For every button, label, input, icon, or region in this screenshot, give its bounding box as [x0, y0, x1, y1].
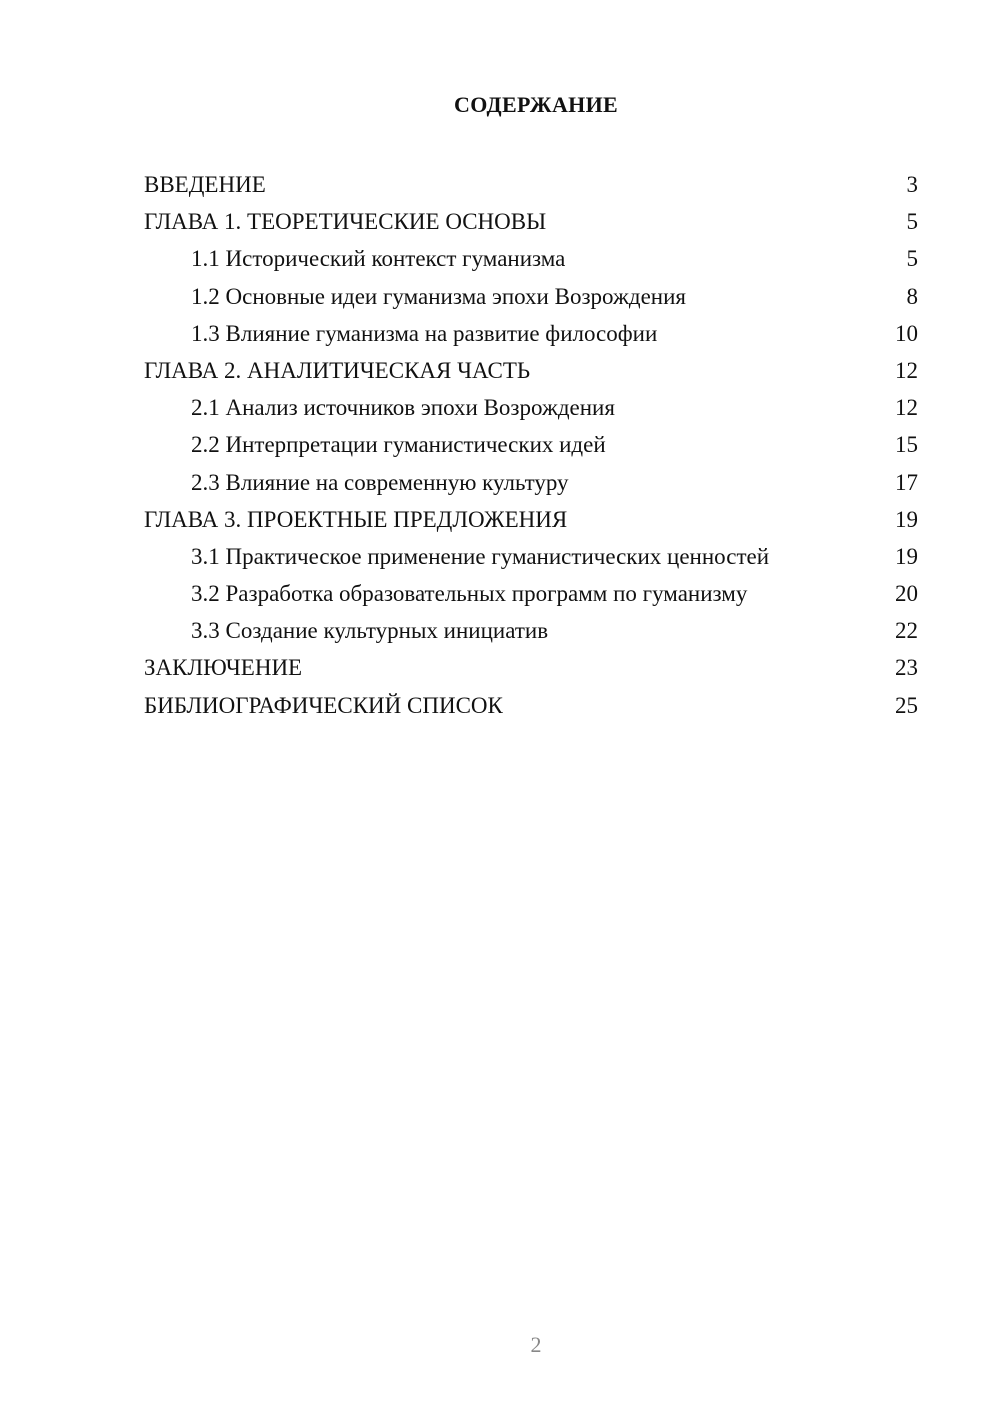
toc-entry-text: 3.3 Создание культурных инициатив — [191, 618, 549, 644]
toc-entry-text: 2.1 Анализ источников эпохи Возрождения — [191, 395, 615, 421]
toc-entry-text: 1.2 Основные идеи гуманизма эпохи Возрождения — [191, 283, 686, 309]
toc-subentry — [144, 575, 918, 612]
page-number: 2 — [530, 1332, 542, 1357]
toc-subentry — [144, 389, 918, 426]
toc-entry — [144, 501, 918, 538]
toc-entry-text: 3.1 Практическое применение гуманистических ценностей — [191, 543, 770, 569]
toc-entry — [144, 203, 918, 240]
toc-entry-page: 22 — [895, 618, 918, 644]
toc-entry-page: 15 — [895, 432, 918, 458]
toc-subentry — [144, 612, 918, 649]
toc-subentry — [144, 464, 918, 501]
toc-entry-text: ГЛАВА 2. АНАЛИТИЧЕСКАЯ ЧАСТЬ — [144, 357, 531, 383]
toc-entry-text: 1.3 Влияние гуманизма на развитие философии — [191, 320, 658, 346]
toc-entry-text: ЗАКЛЮЧЕНИЕ — [144, 655, 303, 681]
toc-entry-page: 25 — [895, 692, 918, 718]
toc-entry-page: 19 — [895, 543, 918, 569]
toc-entry-text: БИБЛИОГРАФИЧЕСКИЙ СПИСОК — [144, 692, 503, 718]
toc-entry-text: 2.2 Интерпретации гуманистических идей — [191, 432, 606, 458]
toc-entry-page: 10 — [895, 320, 918, 346]
page-title: СОДЕРЖАНИЕ — [454, 92, 618, 117]
toc-entry — [144, 352, 918, 389]
toc-entry-page: 19 — [895, 506, 918, 532]
toc-subentry — [144, 426, 918, 463]
toc-entry-page: 3 — [906, 172, 918, 197]
toc-entry-text: ГЛАВА 3. ПРОЕКТНЫЕ ПРЕДЛОЖЕНИЯ — [144, 506, 568, 532]
toc-entry-page: 17 — [895, 469, 918, 495]
toc-entry-text: ГЛАВА 1. ТЕОРЕТИЧЕСКИЕ ОСНОВЫ — [144, 209, 547, 235]
toc-entry-page: 5 — [906, 246, 918, 272]
table-of-contents — [144, 166, 918, 724]
toc-entry-text: 3.2 Разработка образовательных программ по гуманизму — [191, 581, 748, 607]
toc-entry — [144, 649, 918, 686]
toc-entry-page: 20 — [895, 581, 918, 607]
toc-entry-page: 12 — [895, 357, 918, 383]
toc-subentry — [144, 538, 918, 575]
toc-entry-text: ВВЕДЕНИЕ — [144, 172, 266, 197]
toc-entry-page: 5 — [906, 209, 918, 235]
toc-subentry — [144, 278, 918, 315]
toc-entry-page: 23 — [895, 655, 918, 681]
toc-entry-page: 12 — [895, 395, 918, 421]
toc-entry-text: 2.3 Влияние на современную культуру — [191, 469, 569, 495]
toc-entry-page: 8 — [906, 283, 918, 309]
toc-entry — [144, 166, 918, 203]
toc-entry-text: 1.1 Исторический контекст гуманизма — [191, 246, 566, 272]
toc-entry — [144, 687, 918, 724]
toc-subentry — [144, 315, 918, 352]
toc-subentry — [144, 240, 918, 277]
